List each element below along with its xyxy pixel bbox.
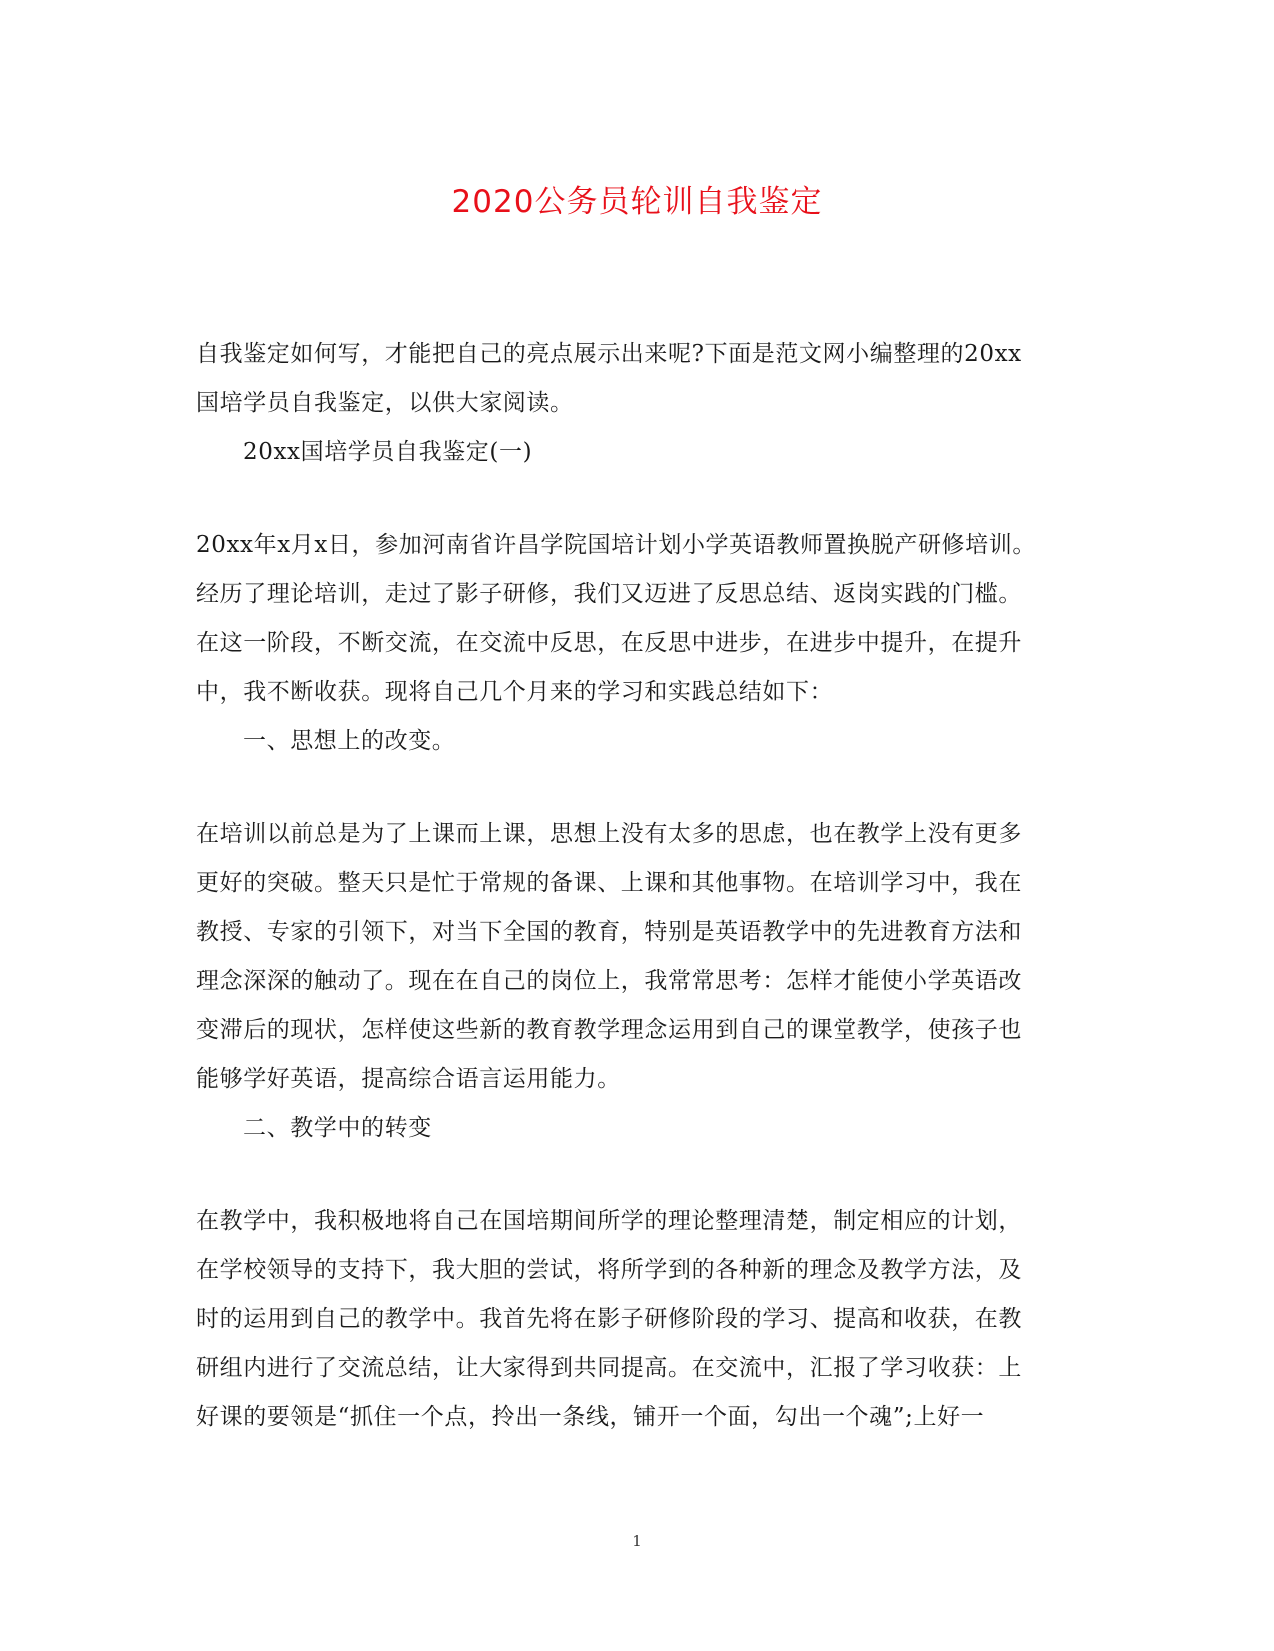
document-body	[196, 330, 1076, 1442]
paragraph-line: 在这一阶段，不断交流，在交流中反思，在反思中进步，在进步中提升，在提升	[196, 630, 1022, 656]
document-title: 2020公务员轮训自我鉴定	[451, 184, 823, 220]
intro-line: 国培学员自我鉴定，以供大家阅读。	[196, 390, 574, 416]
paragraph-line: 经历了理论培训，走过了影子研修，我们又迈进了反思总结、返岗实践的门槛。	[196, 581, 1022, 607]
section-heading: 一、思想上的改变。	[243, 728, 456, 754]
page-number: 1	[632, 1532, 642, 1550]
paragraph-line: 在培训以前总是为了上课而上课，思想上没有太多的思虑，也在教学上没有更多	[196, 821, 1022, 847]
paragraph-gap	[196, 477, 1076, 521]
paragraph-gap	[196, 766, 1076, 810]
paragraph-line: 理念深深的触动了。现在在自己的岗位上，我常常思考：怎样才能使小学英语改	[196, 968, 1022, 994]
paragraph-line: 研组内进行了交流总结，让大家得到共同提高。在交流中，汇报了学习收获：上	[196, 1355, 1022, 1381]
paragraph-line: 能够学好英语，提高综合语言运用能力。	[196, 1066, 621, 1092]
paragraph-line: 20xx年x月x日，参加河南省许昌学院国培计划小学英语教师置换脱产研修培训。	[196, 532, 1036, 558]
section-subtitle: 20xx国培学员自我鉴定(一)	[243, 439, 533, 465]
paragraph-line: 好课的要领是“抓住一个点，拎出一条线，铺开一个面，勾出一个魂”;上好一	[196, 1404, 985, 1430]
paragraph-line: 时的运用到自己的教学中。我首先将在影子研修阶段的学习、提高和收获，在教	[196, 1306, 1022, 1332]
section-heading: 二、教学中的转变	[243, 1115, 432, 1141]
paragraph-line: 教授、专家的引领下，对当下全国的教育，特别是英语教学中的先进教育方法和	[196, 919, 1022, 945]
paragraph-gap	[196, 1153, 1076, 1197]
paragraph-line: 更好的突破。整天只是忙于常规的备课、上课和其他事物。在培训学习中，我在	[196, 870, 1022, 896]
intro-line: 自我鉴定如何写，才能把自己的亮点展示出来呢?下面是范文网小编整理的20xx	[196, 341, 1022, 367]
paragraph-line: 变滞后的现状，怎样使这些新的教育教学理念运用到自己的课堂教学，使孩子也	[196, 1017, 1022, 1043]
paragraph-line: 在学校领导的支持下，我大胆的尝试，将所学到的各种新的理念及教学方法，及	[196, 1257, 1022, 1283]
paragraph-line: 在教学中，我积极地将自己在国培期间所学的理论整理清楚，制定相应的计划，	[196, 1208, 1022, 1234]
paragraph-line: 中，我不断收获。现将自己几个月来的学习和实践总结如下：	[196, 679, 834, 705]
